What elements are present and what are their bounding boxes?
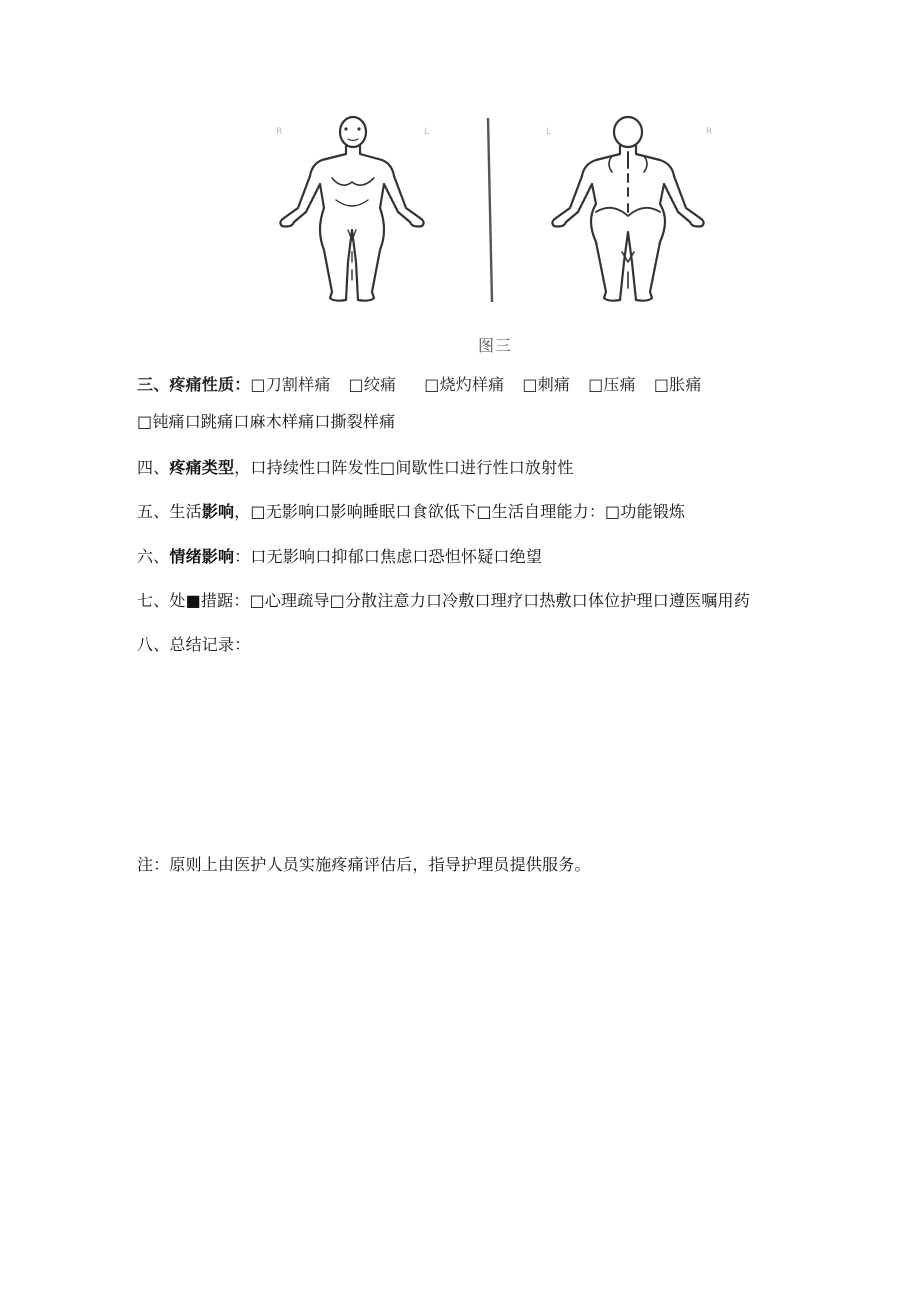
body-diagram-figure (262, 112, 762, 312)
option-burning-pain[interactable]: □烧灼样痛 (424, 375, 505, 394)
body-outline-diagram (262, 112, 762, 312)
life-impact-prefix: 五、生活 (137, 502, 202, 521)
front-left-mark: L (424, 127, 430, 137)
front-right-mark: R (276, 127, 283, 137)
pain-type-line (137, 457, 574, 479)
back-right-mark: R (706, 127, 713, 137)
back-left-mark: L (546, 127, 552, 137)
footnote: 注：原则上由医护人员实施疼痛评估后，指导护理员提供服务。 (137, 855, 591, 874)
pain-nature-options-row2[interactable]: □钝痛口跳痛口麻木样痛口撕裂样痛 (137, 412, 396, 431)
option-colic-pain[interactable]: □绞痛 (348, 375, 397, 394)
emotion-impact-options[interactable]: ：口无影响口抑郁口焦虑口恐怛怀疑口绝望 (234, 547, 543, 566)
figure-caption: 图三 (477, 336, 512, 355)
summary-record-heading: 八、总结记录： (137, 635, 251, 654)
life-impact-heading: 影响 (201, 502, 235, 521)
back-body-outline (552, 117, 703, 301)
figure-divider (488, 118, 492, 302)
measures-line[interactable]: 七、处■措踞：□心理疏导□分散注意力口冷敷口理疗口热敷口体位护理口遵医嘱用药 (137, 591, 750, 610)
emotion-impact-line (137, 546, 542, 568)
option-distension-pain[interactable]: □胀痛 (653, 375, 702, 394)
emotion-impact-heading: 情绪影响 (169, 547, 235, 566)
pain-type-heading: 疼痛类型 (169, 458, 235, 477)
life-impact-line (137, 501, 685, 523)
life-impact-options[interactable]: ，□无影响口影响睡眠口食欲低下□生活自理能力：□功能锻炼 (234, 502, 686, 521)
option-knife-cut-pain[interactable]: □刀割样痛 (250, 375, 331, 394)
pain-nature-heading: 三、疼痛性质： (137, 375, 251, 394)
emotion-impact-prefix: 六、 (137, 547, 170, 566)
front-body-outline (280, 117, 423, 301)
pain-type-options[interactable]: ，口持续性口阵发性□间歇性口进行性口放射性 (234, 458, 574, 477)
pain-type-prefix: 四、 (137, 458, 170, 477)
option-stabbing-pain[interactable]: □刺痛 (522, 375, 571, 394)
option-pressure-pain[interactable]: □压痛 (588, 375, 636, 394)
pain-nature-line (137, 374, 702, 396)
